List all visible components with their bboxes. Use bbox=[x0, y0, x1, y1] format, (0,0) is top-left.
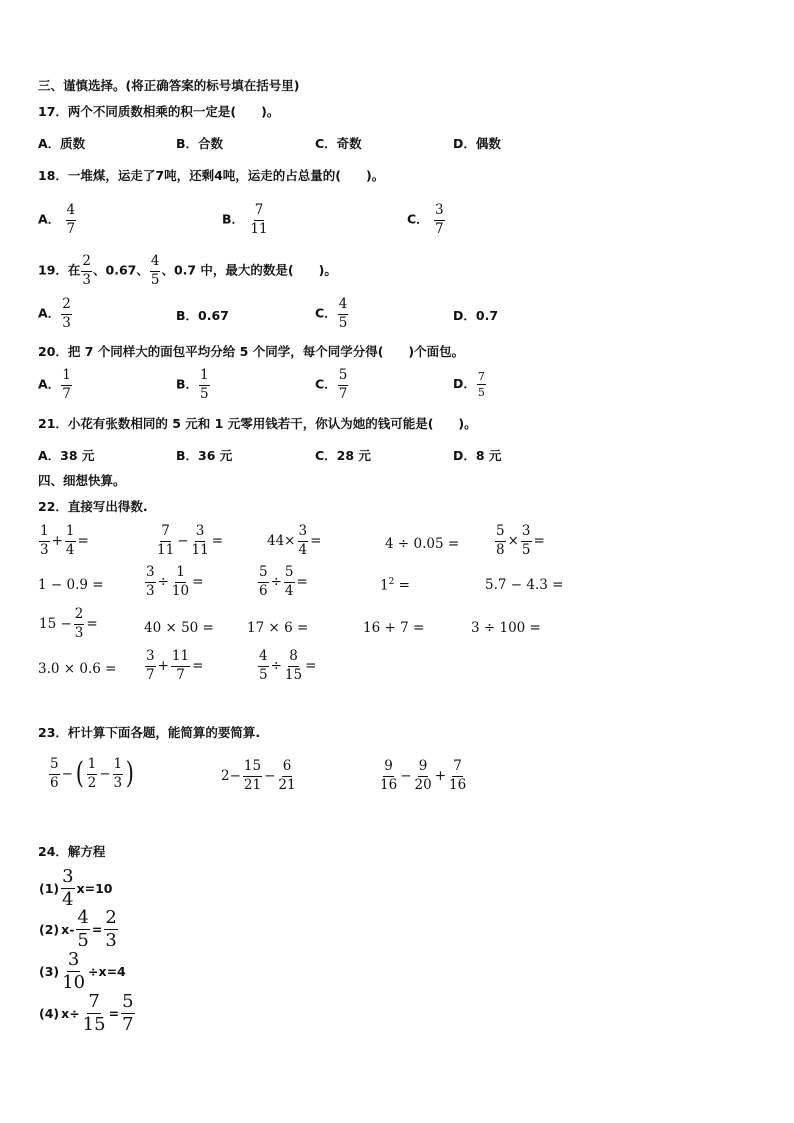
q22-expr: 17 × 6 = bbox=[247, 620, 309, 636]
q18-stem: 18．一堆煤，运走了7吨，还剩4吨，运走的占总量的( )。 bbox=[38, 168, 385, 183]
fraction: $\frac{7}{5}$ bbox=[477, 370, 485, 399]
q22-expr: 3 ÷ 100 = bbox=[471, 620, 541, 636]
fraction: $\frac{6}{21}$ bbox=[278, 758, 296, 793]
fraction: $\frac{3}{3}$ bbox=[146, 564, 155, 599]
q19-option-c: C． $\frac{4}{5}$ bbox=[315, 296, 348, 331]
q23-stem: 23．杆计算下面各题，能简算的要简算. bbox=[38, 725, 261, 740]
q20-option-c: C． $\frac{5}{7}$ bbox=[315, 367, 348, 402]
fraction: $\frac{3}{5}$ bbox=[521, 523, 531, 558]
fraction: $\frac{1}{3}$ bbox=[40, 523, 49, 558]
q17-option-c: C．奇数 bbox=[315, 136, 362, 151]
q18-option-b bbox=[222, 204, 270, 236]
fraction: $\frac{3}{4}$ bbox=[62, 866, 74, 910]
q23-expr: 2− $\frac{15}{21}$ − $\frac{6}{21}$ bbox=[221, 758, 296, 793]
q19-option-a: A． $\frac{2}{3}$ bbox=[38, 296, 71, 331]
fraction: $\frac{5}{6}$ bbox=[259, 564, 268, 599]
fraction: $\frac{8}{15}$ bbox=[284, 648, 303, 683]
fraction: $\frac{2}{3}$ bbox=[82, 253, 91, 288]
fraction: $\frac{5}{7}$ bbox=[122, 991, 134, 1035]
q19-option-b: B．0.67 bbox=[176, 308, 229, 323]
fraction: $\frac{7}{11}$ bbox=[157, 523, 175, 558]
fraction: $\frac{7}{11}$ bbox=[250, 202, 268, 237]
fraction: $\frac{4}{5}$ bbox=[338, 296, 348, 331]
q22-expr: 40 × 50 = bbox=[144, 620, 214, 636]
fraction: $\frac{9}{16}$ bbox=[380, 758, 398, 793]
q22-expr: 5.7 − 4.3 = bbox=[485, 577, 564, 593]
q22-expr: 1 − 0.9 = bbox=[38, 577, 104, 593]
fraction: $\frac{4}{5}$ bbox=[77, 907, 89, 951]
q22-expr: $\frac{5}{8}$ × $\frac{3}{5}$ = bbox=[496, 523, 545, 558]
q24-part-2: (2) x- $\frac{4}{5}$ = $\frac{2}{3}$ bbox=[39, 907, 117, 951]
q22-expr: 15 − $\frac{2}{3}$ = bbox=[39, 606, 98, 641]
q18-option-c bbox=[407, 204, 446, 236]
q21-option-d: D．8 元 bbox=[453, 448, 502, 463]
q22-expr: 3.0 × 0.6 = bbox=[38, 661, 117, 677]
fraction: $\frac{4}{5}$ bbox=[150, 253, 160, 288]
q21-option-b: B．36 元 bbox=[176, 448, 233, 463]
q22-expr: $\frac{7}{11}$ − $\frac{3}{11}$ = bbox=[157, 523, 223, 558]
section-four-title: 四、细想快算。 bbox=[38, 473, 126, 488]
fraction: $\frac{1}{4}$ bbox=[65, 523, 75, 558]
fraction: $\frac{9}{20}$ bbox=[414, 758, 432, 793]
q17-option-b: B．合数 bbox=[176, 136, 224, 151]
q22-stem: 22．直接写出得数. bbox=[38, 499, 148, 514]
q22-expr: 44× $\frac{3}{4}$ = bbox=[267, 523, 322, 558]
q24-part-1: (1) $\frac{3}{4}$ x=10 bbox=[39, 866, 113, 910]
q19-stem: 19．在 $\frac{2}{3}$ 、0.67、 $\frac{4}{5}$ 、0.7 中，最大的数是( )。 bbox=[38, 253, 337, 288]
fraction: $\frac{2}{3}$ bbox=[74, 606, 84, 641]
q21-option-c: C．28 元 bbox=[315, 448, 371, 463]
fraction: $\frac{5}{4}$ bbox=[284, 564, 294, 599]
q22-expr: $\frac{1}{3}$ + $\frac{1}{4}$ = bbox=[40, 523, 89, 558]
q20-option-a: A． $\frac{1}{7}$ bbox=[38, 367, 71, 402]
fraction: $\frac{3}{10}$ bbox=[62, 949, 86, 993]
fraction: $\frac{5}{8}$ bbox=[496, 523, 505, 558]
fraction: $\frac{7}{15}$ bbox=[82, 991, 106, 1035]
fraction: $\frac{2}{3}$ bbox=[105, 907, 117, 951]
fraction: $\frac{15}{21}$ bbox=[243, 758, 262, 793]
q22-expr: 16 + 7 = bbox=[363, 620, 425, 636]
fraction: $\frac{7}{16}$ bbox=[449, 758, 467, 793]
fraction: $\frac{1}{2}$ bbox=[87, 756, 97, 791]
q17-option-d: D．偶数 bbox=[453, 136, 501, 151]
option-label: A． bbox=[38, 211, 61, 227]
q19-option-d: D．0.7 bbox=[453, 308, 499, 323]
fraction: $\frac{1}{7}$ bbox=[62, 367, 71, 402]
fraction: $\frac{4}{7}$ bbox=[66, 202, 76, 237]
fraction: $\frac{3}{7}$ bbox=[146, 648, 155, 683]
option-label: B． bbox=[222, 211, 245, 227]
q22-expr: $\frac{3}{7}$ + $\frac{11}{7}$ = bbox=[146, 648, 204, 683]
q20-option-b: B． $\frac{1}{5}$ bbox=[176, 367, 209, 402]
q17-stem: 17．两个不同质数相乘的积一定是( )。 bbox=[38, 104, 280, 119]
q23-expr: $\frac{5}{6}$ −( $\frac{1}{2}$ − $\frac{1}{3}$ ) bbox=[50, 756, 135, 791]
q21-option-a: A．38 元 bbox=[38, 448, 95, 463]
q20-stem: 20．把 7 个同样大的面包平均分给 5 个同学，每个同学分得( )个面包。 bbox=[38, 344, 465, 359]
option-label: C． bbox=[407, 211, 429, 227]
fraction: $\frac{5}{7}$ bbox=[338, 367, 348, 402]
fraction: $\frac{2}{3}$ bbox=[62, 296, 71, 331]
q20-option-d: D． $\frac{7}{5}$ bbox=[453, 370, 485, 399]
q17-option-a: A．质数 bbox=[38, 136, 86, 151]
fraction: $\frac{4}{5}$ bbox=[259, 648, 268, 683]
section-three-title: 三、谨慎选择。(将正确答案的标号填在括号里) bbox=[38, 78, 300, 93]
q22-expr: 4 ÷ 0.05 = bbox=[385, 536, 460, 552]
q22-expr: $\frac{4}{5}$ ÷ $\frac{8}{15}$ = bbox=[259, 648, 317, 683]
q24-stem: 24．解方程 bbox=[38, 844, 106, 859]
q23-expr: $\frac{9}{16}$ − $\frac{9}{20}$ + $\frac{7}{16}$ bbox=[380, 758, 467, 793]
q24-part-3: (3) $\frac{3}{10}$ ÷x=4 bbox=[39, 949, 126, 993]
q24-part-4: (4) x÷ $\frac{7}{15}$ = $\frac{5}{7}$ bbox=[39, 991, 134, 1035]
fraction: $\frac{11}{7}$ bbox=[171, 648, 190, 683]
fraction: $\frac{3}{7}$ bbox=[435, 202, 444, 237]
q21-stem: 21．小花有张数相同的 5 元和 1 元零用钱若干，你认为她的钱可能是( )。 bbox=[38, 416, 477, 431]
fraction: $\frac{1}{10}$ bbox=[171, 564, 190, 599]
fraction: $\frac{1}{5}$ bbox=[200, 367, 209, 402]
fraction: $\frac{3}{4}$ bbox=[298, 523, 308, 558]
fraction: $\frac{3}{11}$ bbox=[191, 523, 209, 558]
q22-expr: $\frac{3}{3}$ ÷ $\frac{1}{10}$ = bbox=[146, 564, 204, 599]
q22-expr: $1^2$ = bbox=[380, 577, 410, 594]
fraction: $\frac{1}{3}$ bbox=[113, 756, 123, 791]
q22-expr: $\frac{5}{6}$ ÷ $\frac{5}{4}$ = bbox=[259, 564, 308, 599]
q18-option-a bbox=[38, 204, 77, 236]
fraction: $\frac{5}{6}$ bbox=[50, 756, 59, 791]
